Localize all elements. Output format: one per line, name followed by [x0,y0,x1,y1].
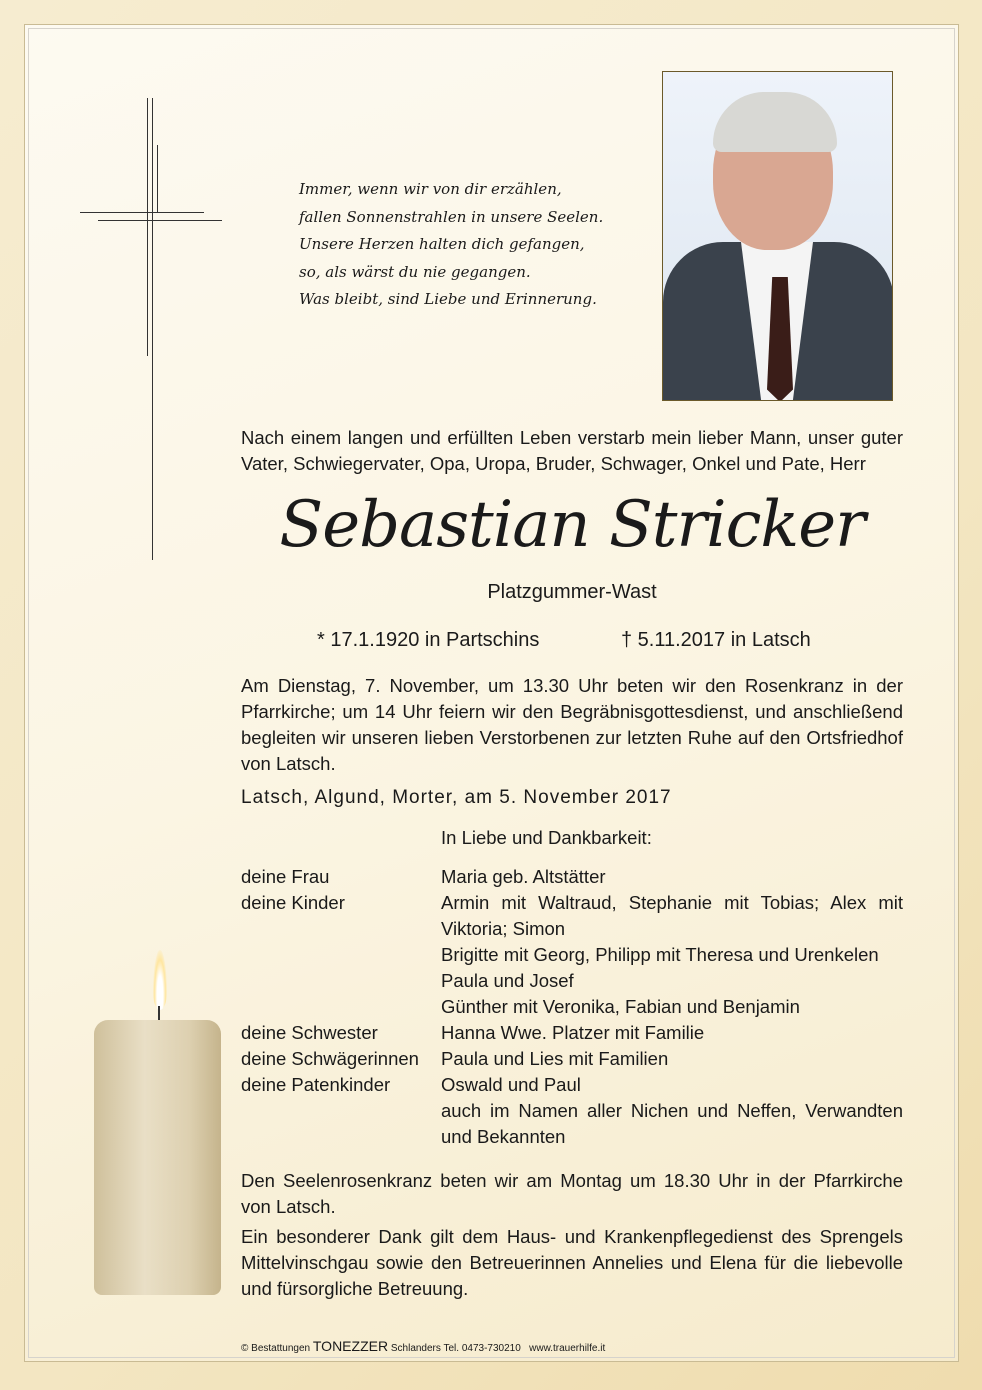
footer-brand: TONEZZER [312,1338,389,1354]
family-label [241,942,441,994]
intro-text: Nach einem langen und erfüllten Leben verstarb mein lieber Mann, unser guter Vater, Schwiegervater, Opa, Uropa, Bruder, Schwager, Onkel und Pate, Herr [241,427,903,474]
family-value: Günther mit Veronika, Fabian und Benjamin [441,996,800,1017]
family-label: deine Schwägerinnen [241,1048,419,1069]
birth-date: * 17.1.1920 in Partschins [317,629,540,651]
poem-line: Unsere Herzen halten dich gefangen, [299,235,585,253]
family-value: Oswald und Paul [441,1074,581,1095]
life-dates [241,627,903,653]
obituary-body [241,425,903,1302]
family-row [241,890,903,942]
footer [241,1338,605,1354]
candle-icon [94,1020,221,1295]
family-label: deine Schwester [241,1022,378,1043]
family-label: deine Kinder [241,892,345,913]
death-date: † 5.11.2017 in Latsch [621,629,811,651]
family-row [241,864,903,890]
family-value: Paula und Lies mit Familien [441,1048,669,1069]
thanks-text: Ein besonderer Dank gilt dem Haus- und Krankenpflegedienst des Sprengels Mittelvinschgau sowie den Betreuerinnen Annelies und Elena für die liebevolle und fürsorgliche Betreuung. [241,1226,903,1299]
family-value: Maria geb. Altstätter [441,866,606,887]
family-label [241,994,441,1020]
poem-line: fallen Sonnenstrahlen in unsere Seelen. [299,207,604,226]
family-list [241,864,903,1150]
family-value: Brigitte mit Georg, Philipp mit Theresa und Urenkelen Paula und Josef [441,944,879,991]
family-row [241,1020,903,1046]
family-value: Hanna Wwe. Platzer mit Familie [441,1022,705,1043]
family-row [241,1098,903,1150]
deceased-name: Sebastian Stricker [279,488,865,562]
place-date: Latsch, Algund, Morter, am 5. November 2017 [241,787,672,808]
poem-line: Immer, wenn wir von dir erzählen, [299,180,562,198]
family-row [241,994,903,1020]
portrait-photo [662,71,893,401]
footer-url[interactable]: www.trauerhilfe.it [529,1343,606,1354]
family-value: auch im Namen aller Nichen und Neffen, Verwandten und Bekannten [441,1100,903,1147]
footer-prefix: © Bestattungen [241,1343,311,1354]
poem-line: Was bleibt, sind Liebe und Erinnerung. [299,290,597,308]
family-row [241,1046,903,1072]
family-row [241,1072,903,1098]
funeral-text: Am Dienstag, 7. November, um 13.30 Uhr beten wir den Rosenkranz in der Pfarrkirche; um 14 Uhr feiern wir den Begräbnisgottesdienst, und anschließend begleiten wir unseren lieben Verstorbenen zur letzten Ruhe auf den Ortsfriedhof von Latsch. [241,675,903,774]
family-label: deine Patenkinder [241,1074,391,1095]
rosary-text: Den Seelenrosenkranz beten wir am Montag um 18.30 Uhr in der Pfarrkirche von Latsch. [241,1170,903,1217]
poem-line: so, als wärst du nie gegangen. [299,262,531,281]
family-label: deine Frau [241,866,330,887]
family-label [241,1098,441,1150]
nickname: Platzgummer-Wast [487,581,657,603]
poem [299,176,603,314]
family-value: Armin mit Waltraud, Stephanie mit Tobias; Alex mit Viktoria; Simon [441,892,903,939]
love-line: In Liebe und Dankbarkeit: [441,827,652,848]
footer-contact: Schlanders Tel. 0473-730210 [390,1343,521,1354]
family-row [241,942,903,994]
